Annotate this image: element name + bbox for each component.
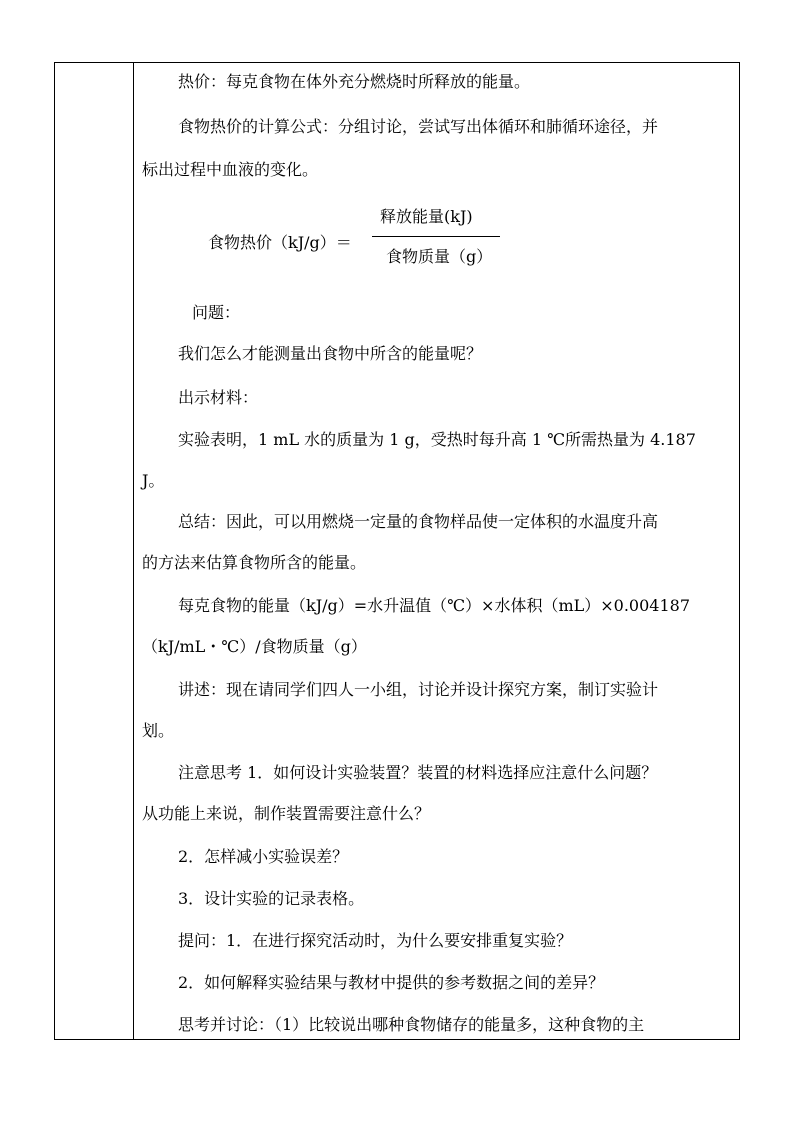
- ask-item-1: 提问：1．在进行探究活动时，为什么要安排重复实验？: [178, 931, 573, 950]
- think-item-2: 2．怎样减小实验误差？: [178, 847, 349, 866]
- explain-line-1: 讲述：现在请同学们四人一小组，讨论并设计探究方案，制订实验计: [178, 680, 659, 699]
- fraction-bar: [372, 236, 500, 237]
- think-item-1-line-1: 注意思考 1．如何设计实验装置？装置的材料选择应注意什么问题？: [178, 763, 658, 782]
- explain-line-2: 划。: [142, 721, 175, 740]
- experiment-fact-line-1: 实验表明，1 mL 水的质量为 1 g，受热时每升高 1 ℃所需热量为 4.187: [178, 430, 696, 449]
- formula-lhs: 食物热价（kJ/g）＝: [208, 233, 352, 252]
- formula-intro-line-1: 食物热价的计算公式：分组讨论，尝试写出体循环和肺循环途径，并: [178, 117, 659, 136]
- think-item-3: 3．设计实验的记录表格。: [178, 889, 365, 908]
- column-divider: [133, 62, 134, 1040]
- material-label: 出示材料：: [178, 388, 259, 407]
- formula-intro-line-2: 标出过程中血液的变化。: [142, 160, 319, 179]
- formula-numerator: 释放能量(kJ): [380, 207, 473, 226]
- discussion-line: 思考并讨论：（1）比较说出哪种食物储存的能量多，这种食物的主: [178, 1015, 645, 1034]
- experiment-fact-line-2: J。: [142, 471, 165, 490]
- energy-formula-line-1: 每克食物的能量（kJ/g）=水升温值（℃）×水体积（mL）×0.004187: [178, 596, 691, 615]
- question-text: 我们怎么才能测量出食物中所含的能量呢？: [178, 344, 483, 363]
- think-item-1-line-2: 从功能上来说，制作装置需要注意什么？: [142, 804, 431, 823]
- formula-denominator: 食物质量（g）: [386, 247, 493, 266]
- ask-item-2: 2．如何解释实验结果与教材中提供的参考数据之间的差异？: [178, 973, 605, 992]
- question-label: 问题：: [192, 303, 241, 322]
- summary-line-1: 总结：因此，可以用燃烧一定量的食物样品使一定体积的水温度升高: [178, 512, 659, 531]
- heat-value-definition: 热价：每克食物在体外充分燃烧时所释放的能量。: [178, 72, 531, 91]
- summary-line-2: 的方法来估算食物所含的能量。: [142, 553, 367, 572]
- energy-formula-line-2: （kJ/mL・℃）/食物质量（g）: [142, 637, 367, 656]
